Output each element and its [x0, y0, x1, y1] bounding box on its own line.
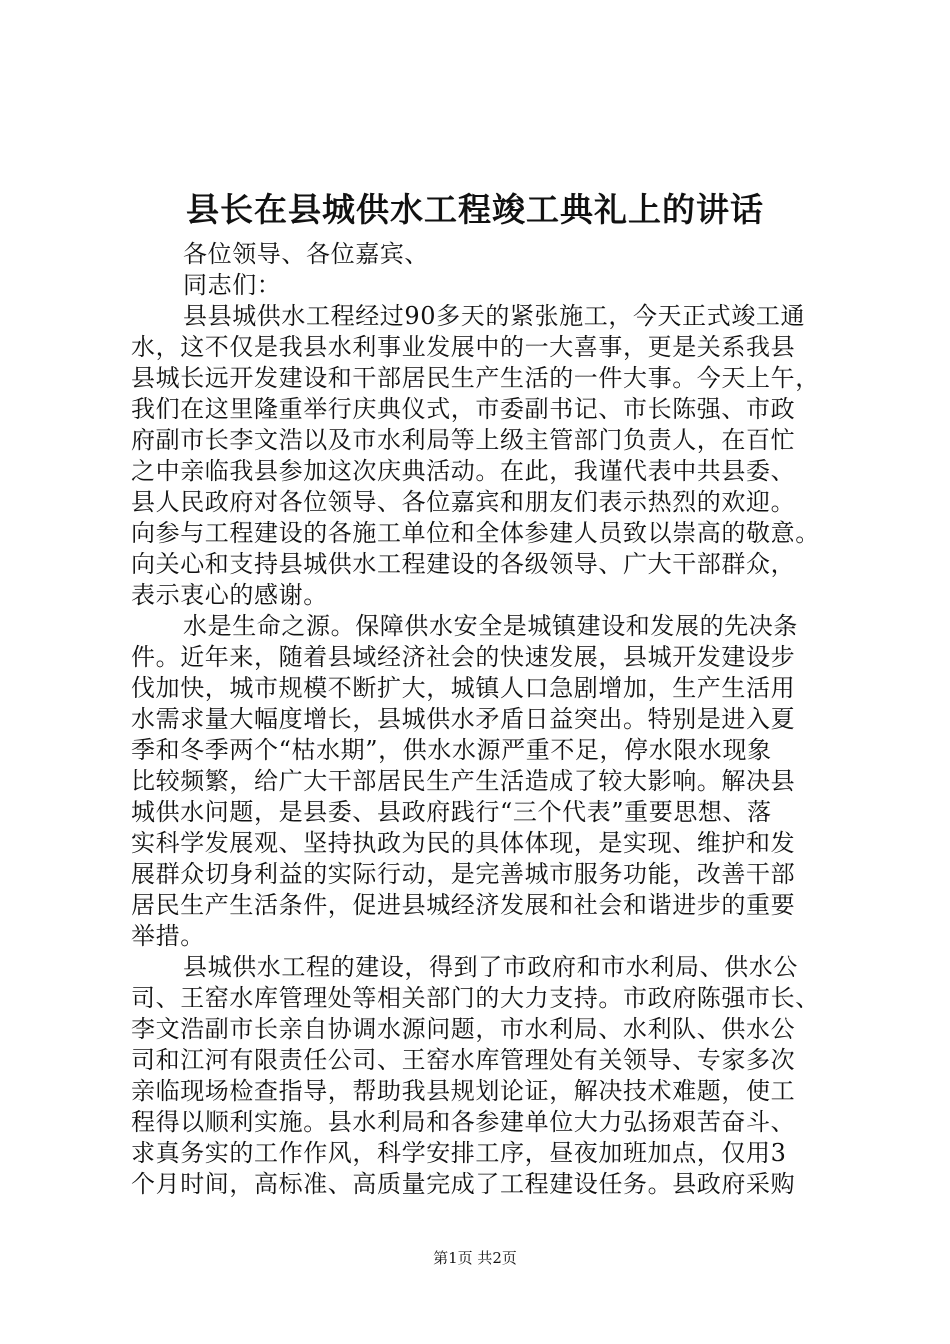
text-line: 向参与工程建设的各施工单位和全体参建人员致以崇高的敬意。: [131, 519, 820, 547]
text-line: 各位领导、各位嘉宾、: [183, 240, 429, 268]
text-line: 居民生产生活条件，促进县城经济发展和社会和谐进步的重要: [131, 891, 796, 919]
text-line: 司和江河有限责任公司、王窑水库管理处有关领导、专家多次: [131, 1046, 796, 1074]
text-line: 亲临现场检查指导，帮助我县规划论证，解决技术难题，使工: [131, 1077, 796, 1105]
text-line: 城供水问题，是县委、县政府践行“三个代表”重要思想、落: [131, 798, 772, 826]
text-line: 县县城供水工程经过90多天的紧张施工，今天正式竣工通: [183, 302, 806, 330]
text-line: 向关心和支持县城供水工程建设的各级领导、广大干部群众，: [131, 550, 796, 578]
page-footer: 第1页 共2页: [433, 1249, 517, 1267]
text-line: 同志们：: [183, 271, 282, 299]
text-line: 求真务实的工作作风，科学安排工序，昼夜加班加点，仅用3: [131, 1139, 787, 1167]
text-line: 个月时间，高标准、高质量完成了工程建设任务。县政府采购: [131, 1170, 796, 1198]
text-line: 举措。: [131, 922, 205, 950]
text-line: 程得以顺利实施。县水利局和各参建单位大力弘扬艰苦奋斗、: [131, 1108, 796, 1136]
text-line: 县城供水工程的建设，得到了市政府和市水利局、供水公: [183, 953, 798, 981]
text-line: 表示衷心的感谢。: [131, 581, 328, 609]
text-line: 水，这不仅是我县水利事业发展中的一大喜事，更是关系我县: [131, 333, 796, 361]
text-line: 水需求量大幅度增长，县城供水矛盾日益突出。特别是进入夏: [131, 705, 796, 733]
text-line: 季和冬季两个“枯水期”，供水水源严重不足，停水限水现象: [131, 736, 772, 764]
text-line: 县人民政府对各位领导、各位嘉宾和朋友们表示热烈的欢迎。: [131, 488, 796, 516]
text-line: 伐加快，城市规模不断扩大，城镇人口急剧增加，生产生活用: [131, 674, 796, 702]
text-line: 水是生命之源。保障供水安全是城镇建设和发展的先决条: [183, 612, 798, 640]
text-line: 展群众切身利益的实际行动，是完善城市服务功能，改善干部: [131, 860, 796, 888]
text-line: 之中亲临我县参加这次庆典活动。在此，我谨代表中共县委、: [131, 457, 796, 485]
speech-body: [131, 239, 843, 1200]
text-line: 比较频繁，给广大干部居民生产生活造成了较大影响。解决县: [131, 767, 796, 795]
text-line: 件。近年来，随着县域经济社会的快速发展，县城开发建设步: [131, 643, 796, 671]
text-line: 府副市长李文浩以及市水利局等上级主管部门负责人，在百忙: [131, 426, 796, 454]
text-line: 县城长远开发建设和干部居民生产生活的一件大事。今天上午，: [131, 364, 820, 392]
text-line: 李文浩副市长亲自协调水源问题，市水利局、水利队、供水公: [131, 1015, 796, 1043]
text-line: 实科学发展观、坚持执政为民的具体体现，是实现、维护和发: [131, 829, 796, 857]
text-line: 我们在这里隆重举行庆典仪式，市委副书记、市长陈强、市政: [131, 395, 796, 423]
page-title: 县长在县城供水工程竣工典礼上的讲话: [186, 190, 764, 229]
text-line: 司、王窑水库管理处等相关部门的大力支持。市政府陈强市长、: [131, 984, 820, 1012]
